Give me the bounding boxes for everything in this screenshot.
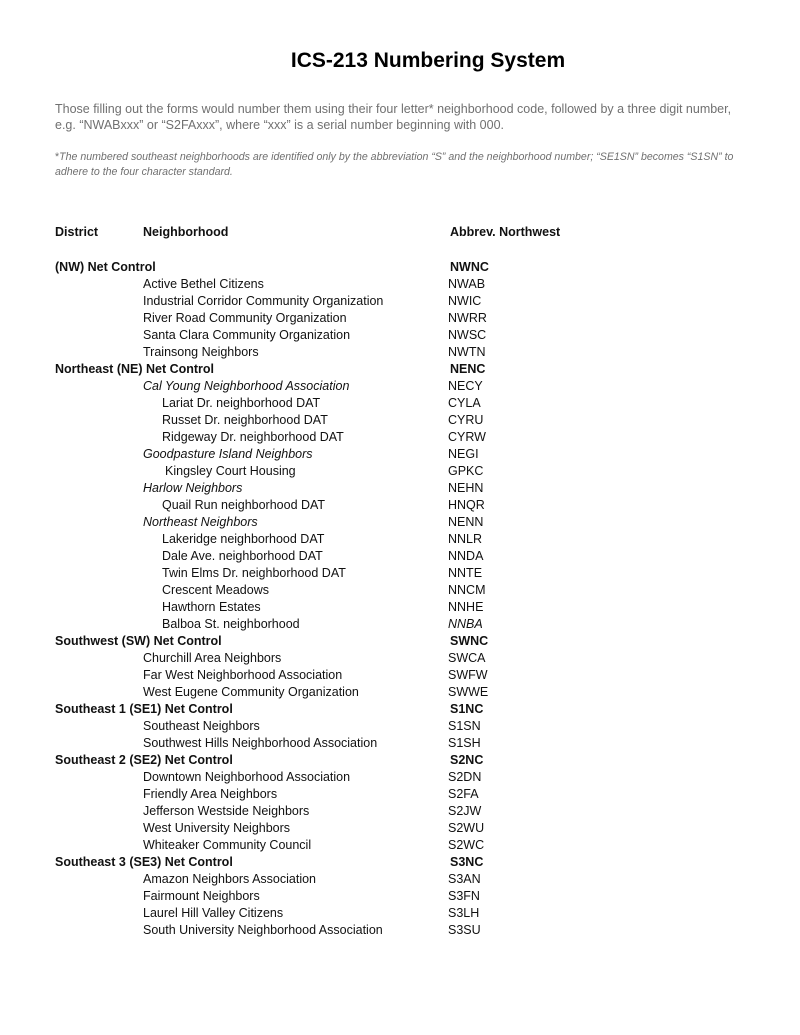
abbrev-code: S1NC [450,702,484,716]
abbrev-code: S3AN [448,872,481,886]
table-row [55,276,755,293]
abbrev-code: SWFW [448,668,488,682]
table-row [55,395,755,412]
table-row [55,378,755,395]
header-neighborhood: Neighborhood [143,225,229,239]
abbrev-code: S2JW [448,804,482,818]
neighborhood-name: West Eugene Community Organization [143,685,359,699]
abbrev-code: S2WU [448,821,485,835]
footnote-star: * [55,151,60,163]
abbrev-code: NENC [450,362,486,376]
abbrev-code: NENN [448,515,484,529]
table-row [55,344,755,361]
table-row [55,905,755,922]
table-row [55,837,755,854]
sub-neighborhood-name: Kingsley Court Housing [165,464,296,478]
neighborhood-name: Amazon Neighbors Association [143,872,317,886]
sub-neighborhood-name: Twin Elms Dr. neighborhood DAT [162,566,346,580]
abbrev-code: S2FA [448,787,479,801]
table-row [55,293,755,310]
table-row [55,684,755,701]
neighborhood-name: Southeast Neighbors [143,719,260,733]
table-row [55,565,755,582]
district-control-name: Southeast 2 (SE2) Net Control [55,753,233,767]
neighborhood-name: Trainsong Neighbors [143,345,259,359]
abbrev-code: NNBA [448,617,483,631]
neighborhood-name: Industrial Corridor Community Organization [143,294,384,308]
table-row [55,871,755,888]
table-row [55,514,755,531]
neighborhood-name: Far West Neighborhood Association [143,668,343,682]
neighborhood-name: Northeast Neighbors [143,515,258,529]
table-row [55,667,755,684]
abbrev-code: NWSC [448,328,487,342]
table-row [55,854,755,871]
table-row [55,803,755,820]
district-control-name: (NW) Net Control [55,260,156,274]
neighborhood-name: Whiteaker Community Council [143,838,312,852]
neighborhood-name: Active Bethel Citizens [143,277,264,291]
abbrev-code: NNCM [448,583,486,597]
table-row [55,820,755,837]
table-row [55,582,755,599]
neighborhood-name: Churchill Area Neighbors [143,651,282,665]
sub-neighborhood-name: Dale Ave. neighborhood DAT [162,549,323,563]
table-row [55,786,755,803]
abbrev-code: NNLR [448,532,483,546]
table-row [55,480,755,497]
table-row [55,752,755,769]
table-row [55,922,755,939]
table-header [55,225,755,241]
abbrev-code: NWNC [450,260,489,274]
table-row [55,735,755,752]
abbrev-code: GPKC [448,464,484,478]
table-row [55,599,755,616]
table-row [55,310,755,327]
abbrev-code: NWRR [448,311,487,325]
abbrev-code: NNTE [448,566,483,580]
neighborhood-table [55,259,755,939]
abbrev-code: SWNC [450,634,489,648]
abbrev-code: NWAB [448,277,486,291]
abbrev-code: NEGI [448,447,479,461]
abbrev-code: NECY [448,379,483,393]
abbrev-code: SWCA [448,651,486,665]
abbrev-code: S1SN [448,719,481,733]
table-row [55,633,755,650]
abbrev-code: CYRU [448,413,484,427]
district-control-name: Southwest (SW) Net Control [55,634,222,648]
abbrev-code: NWTN [448,345,486,359]
footnote [55,150,745,180]
neighborhood-name: River Road Community Organization [143,311,347,325]
neighborhood-name: Goodpasture Island Neighbors [143,447,313,461]
table-row [55,429,755,446]
abbrev-code: S3LH [448,906,480,920]
table-row [55,497,755,514]
abbrev-code: NNDA [448,549,484,563]
abbrev-code: NEHN [448,481,484,495]
header-district: District [55,225,99,239]
abbrev-code: NNHE [448,600,484,614]
district-control-name: Southeast 1 (SE1) Net Control [55,702,233,716]
table-row [55,463,755,480]
header-abbrev: Abbrev. Northwest [450,225,561,239]
abbrev-code: HNQR [448,498,485,512]
abbrev-code: S3NC [450,855,484,869]
table-row [55,616,755,633]
page-title: ICS-213 Numbering System [290,49,566,72]
table-row [55,327,755,344]
table-row [55,531,755,548]
table-row [55,769,755,786]
abbrev-code: S3FN [448,889,480,903]
sub-neighborhood-name: Ridgeway Dr. neighborhood DAT [162,430,344,444]
neighborhood-name: West University Neighbors [143,821,291,835]
abbrev-code: S2WC [448,838,485,852]
abbrev-code: NWIC [448,294,482,308]
abbrev-code: S2DN [448,770,482,784]
sub-neighborhood-name: Crescent Meadows [162,583,269,597]
sub-neighborhood-name: Lariat Dr. neighborhood DAT [162,396,321,410]
district-control-name: Northeast (NE) Net Control [55,362,215,376]
table-row [55,548,755,565]
neighborhood-name: Southwest Hills Neighborhood Association [143,736,378,750]
table-row [55,718,755,735]
table-row [55,650,755,667]
table-row [55,701,755,718]
abbrev-code: CYRW [448,430,486,444]
neighborhood-name: Friendly Area Neighbors [143,787,278,801]
neighborhood-name: Laurel Hill Valley Citizens [143,906,284,920]
table-row [55,259,755,276]
abbrev-code: S3SU [448,923,481,937]
neighborhood-name: Fairmount Neighbors [143,889,260,903]
abbrev-code: CYLA [448,396,481,410]
neighborhood-name: Cal Young Neighborhood Association [143,379,350,393]
neighborhood-name: South University Neighborhood Association [143,923,383,937]
intro-paragraph: Those filling out the forms would number them using their four letter* neighborhood code, followed by a three digit number, e.g. “NWABxxx” or “S2FAxxx”, where “xxx” is a serial number beginning with 000. [55,102,732,132]
district-control-name: Southeast 3 (SE3) Net Control [55,855,233,869]
neighborhood-name: Santa Clara Community Organization [143,328,351,342]
table-row [55,412,755,429]
table-row [55,446,755,463]
sub-neighborhood-name: Balboa St. neighborhood [162,617,300,631]
neighborhood-name: Jefferson Westside Neighbors [143,804,310,818]
table-row [55,888,755,905]
abbrev-code: S1SH [448,736,481,750]
neighborhood-name: Harlow Neighbors [143,481,243,495]
sub-neighborhood-name: Lakeridge neighborhood DAT [162,532,325,546]
neighborhood-name: Downtown Neighborhood Association [143,770,351,784]
sub-neighborhood-name: Quail Run neighborhood DAT [162,498,326,512]
sub-neighborhood-name: Hawthorn Estates [162,600,261,614]
sub-neighborhood-name: Russet Dr. neighborhood DAT [162,413,328,427]
table-row [55,361,755,378]
abbrev-code: S2NC [450,753,484,767]
footnote-text: The numbered southeast neighborhoods are identified only by the abbreviation “S” and the neighborhood number; “SE1SN” becomes “S1SN” to adhere to the four character standard. [55,151,734,178]
abbrev-code: SWWE [448,685,489,699]
